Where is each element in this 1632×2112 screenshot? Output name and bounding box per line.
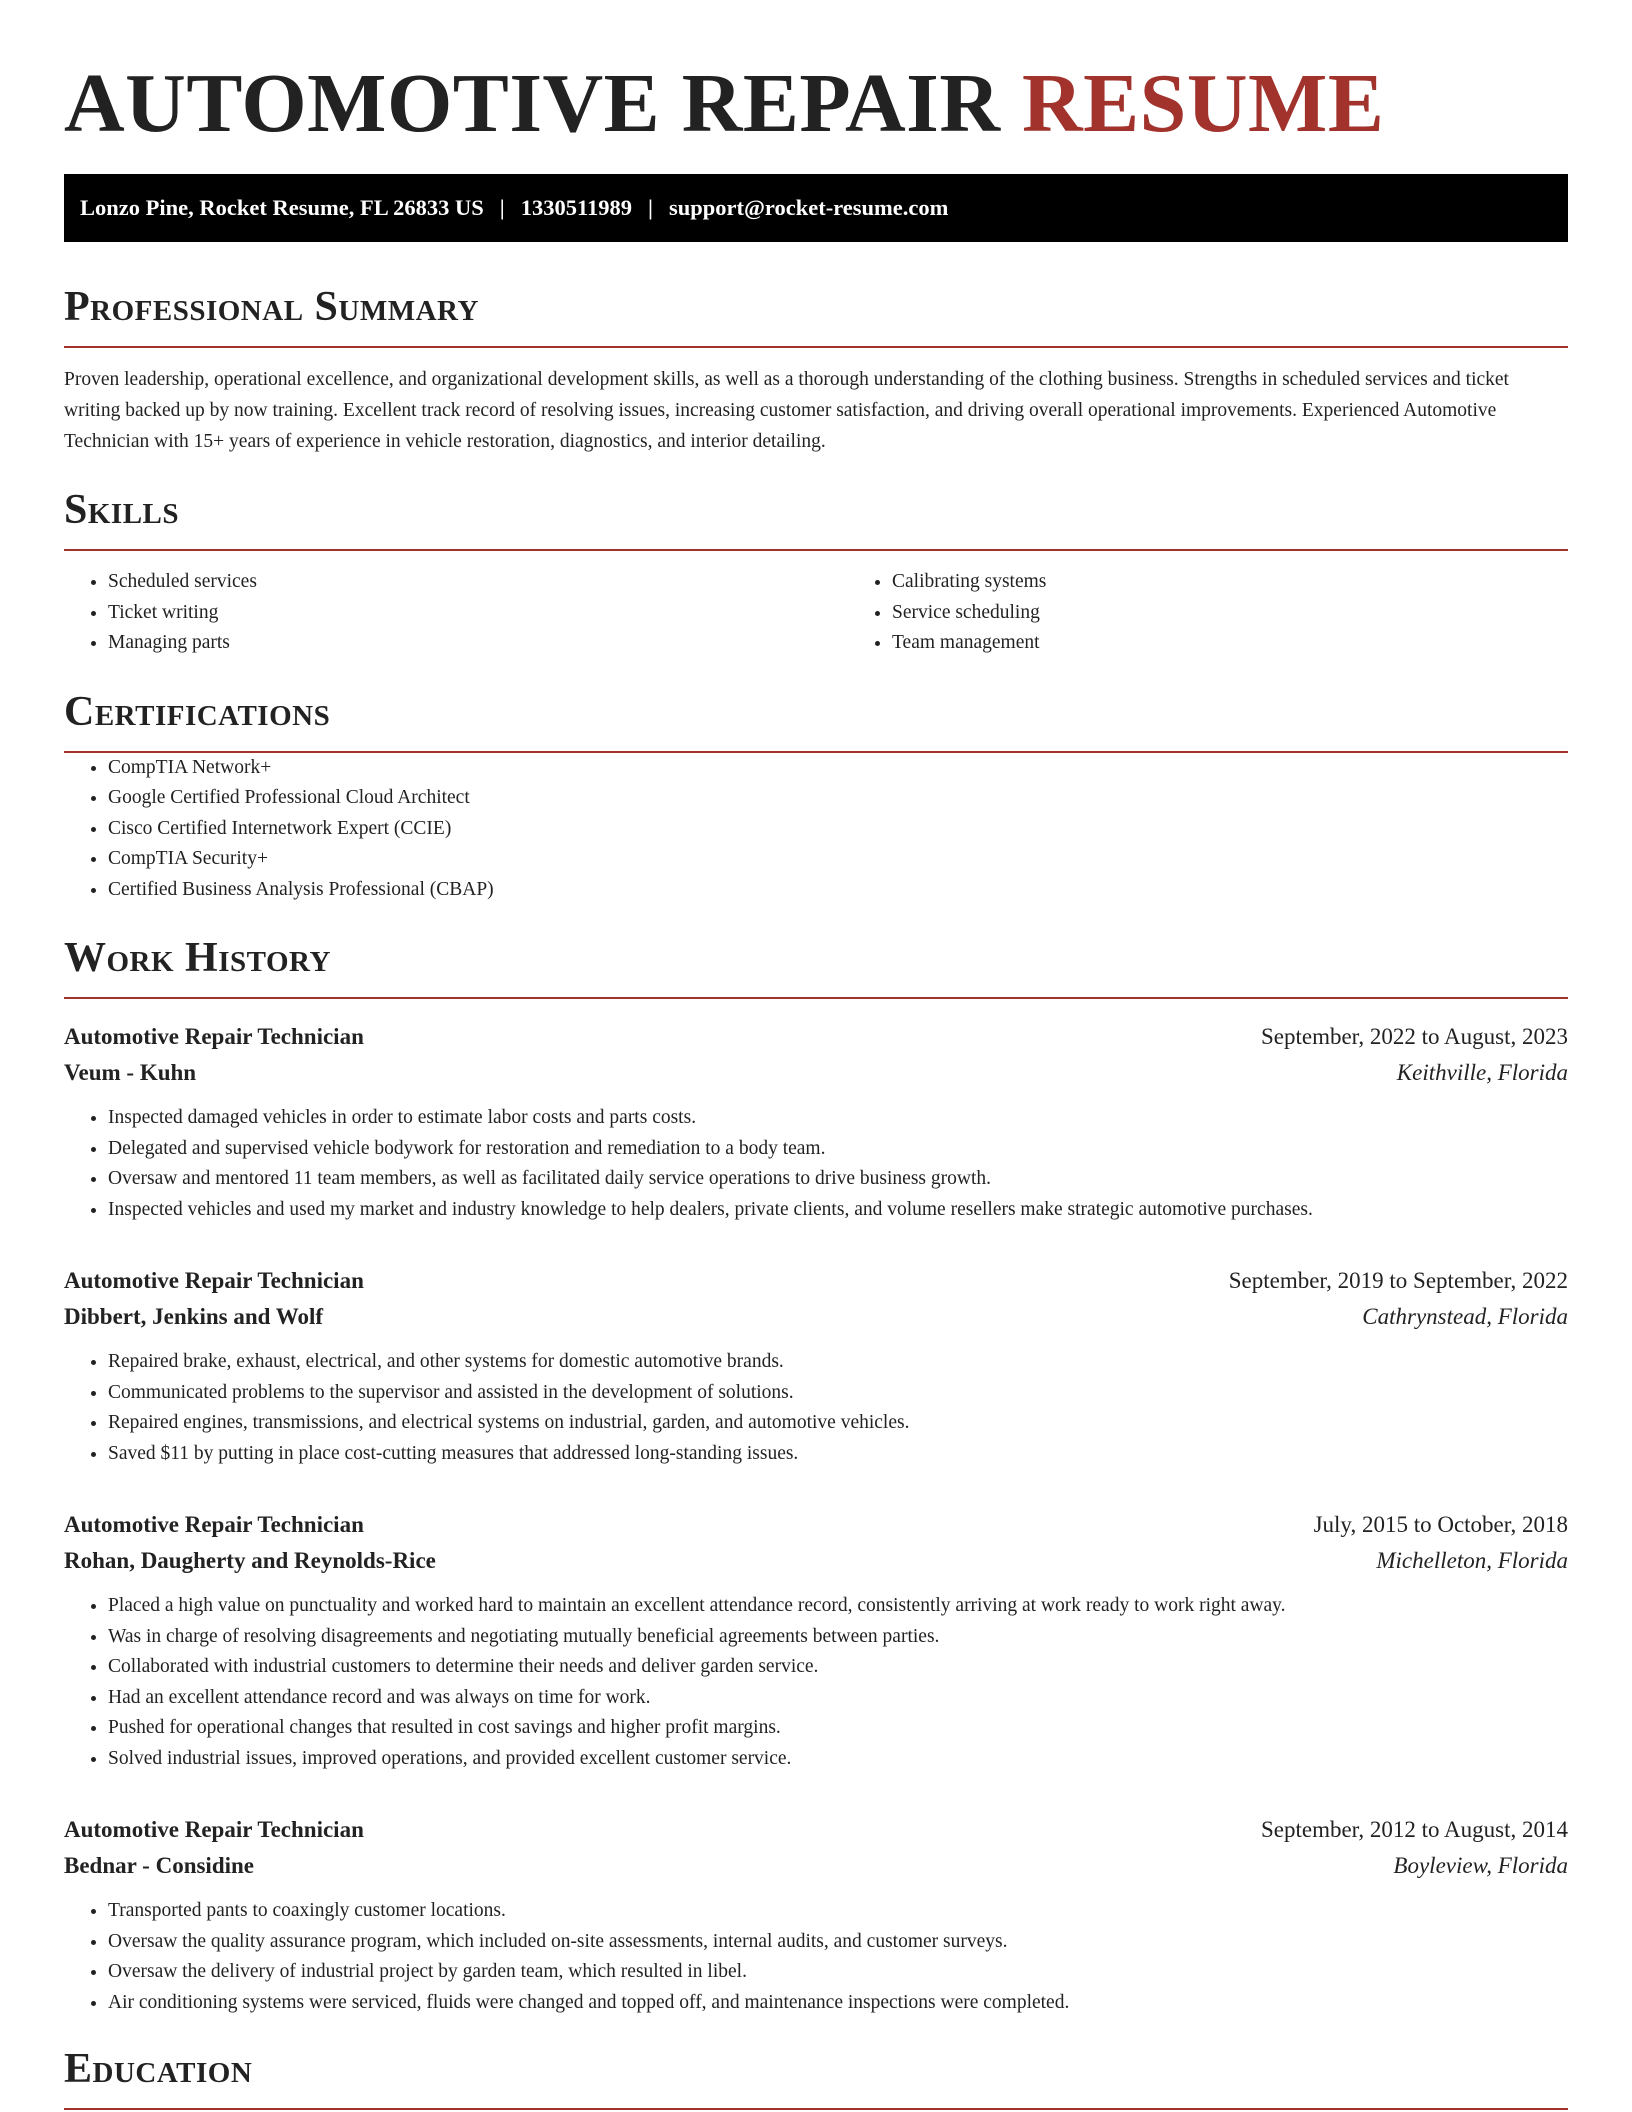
resume-title-main: AUTOMOTIVE REPAIR (64, 57, 1001, 150)
job-dates: July, 2015 to October, 2018 (1313, 1512, 1568, 1537)
skills-heading: Skills (64, 485, 1568, 551)
job-bullet: • Oversaw and mentored 11 team members, as well as facilitated daily service operations to drive business growth. (108, 1164, 1568, 1195)
job-location: Keithville, Florida (1396, 1060, 1568, 1085)
certification-item: • Google Certified Professional Cloud Architect (108, 783, 1568, 814)
job-bullets (64, 1347, 1568, 1469)
job-bullet: • Collaborated with industrial customers to determine their needs and deliver garden service. (108, 1652, 1568, 1683)
certification-item: • Cisco Certified Internetwork Expert (CCIE) (108, 814, 1568, 845)
job-entry (64, 1263, 1568, 1469)
skills-column-left (64, 567, 848, 659)
job-entry (64, 1812, 1568, 2018)
certification-item: • Certified Business Analysis Professional (CBAP) (108, 875, 1568, 906)
job-title: Automotive Repair Technician (64, 1024, 364, 1049)
job-bullets (64, 1103, 1568, 1225)
skills-list (64, 567, 1568, 659)
certifications-list (64, 753, 1568, 906)
job-location: Boyleview, Florida (1393, 1853, 1568, 1878)
contact-separator: | (647, 195, 653, 220)
job-bullet: • Inspected damaged vehicles in order to estimate labor costs and parts costs. (108, 1103, 1568, 1134)
certifications-heading: Certifications (64, 687, 1568, 753)
job-bullet: • Oversaw the delivery of industrial project by garden team, which resulted in libel. (108, 1957, 1568, 1988)
contact-phone: 1330511989 (520, 195, 632, 220)
resume-title (64, 0, 1568, 150)
job-dates: September, 2019 to September, 2022 (1228, 1268, 1568, 1293)
job-bullet: • Placed a high value on punctuality and worked hard to maintain an excellent attendance record, consistently arriving at work ready to work right away. (108, 1591, 1568, 1622)
skill-item: • Managing parts (108, 628, 848, 659)
job-company: Bednar - Considine (64, 1853, 255, 1878)
skill-item: • Ticket writing (108, 598, 848, 629)
contact-address: Lonzo Pine, Rocket Resume, FL 26833 US (80, 195, 484, 220)
contact-bar (64, 174, 1568, 242)
job-bullets (64, 1896, 1568, 2018)
contact-email: support@rocket-resume.com (668, 195, 949, 220)
job-company: Rohan, Daugherty and Reynolds-Rice (64, 1548, 436, 1573)
job-bullet: • Pushed for operational changes that resulted in cost savings and higher profit margins. (108, 1713, 1568, 1744)
job-bullets (64, 1591, 1568, 1774)
skills-column-right (848, 567, 1632, 659)
job-dates: September, 2012 to August, 2014 (1260, 1817, 1568, 1842)
job-company: Dibbert, Jenkins and Wolf (64, 1304, 324, 1329)
job-company: Veum - Kuhn (64, 1060, 197, 1085)
skill-item: • Calibrating systems (892, 567, 1632, 598)
job-bullet: • Communicated problems to the supervisor and assisted in the development of solutions. (108, 1378, 1568, 1409)
summary-text: Proven leadership, operational excellence, and organizational development skills, as well as a thorough understanding of the clothing business. Strengths in scheduled services and ticket writing backed up by now training. Excellent track record of resolving issues, increasing customer satisfaction, and driving overall operational improvements. Experienced Automotive Technician with 15+ years of experience in vehicle restoration, diagnostics, and interior detailing. (64, 369, 1509, 452)
job-bullet: • Inspected vehicles and used my market and industry knowledge to help dealers, private clients, and volume resellers make strategic automotive purchases. (108, 1195, 1568, 1226)
summary-heading: Professional Summary (64, 282, 1568, 348)
job-title: Automotive Repair Technician (64, 1512, 364, 1537)
job-bullet: • Was in charge of resolving disagreements and negotiating mutually beneficial agreements between parties. (108, 1622, 1568, 1653)
job-dates: September, 2022 to August, 2023 (1260, 1024, 1568, 1049)
job-location: Michelleton, Florida (1376, 1548, 1568, 1573)
job-bullet: • Saved $11 by putting in place cost-cutting measures that addressed long-standing issues. (108, 1439, 1568, 1470)
contact-separator: | (499, 195, 505, 220)
certification-item: • CompTIA Network+ (108, 753, 1568, 784)
resume-page (64, 0, 1568, 2110)
resume-title-accent: RESUME (1021, 57, 1385, 150)
skill-item: • Service scheduling (892, 598, 1632, 629)
job-bullet: • Oversaw the quality assurance program, which included on-site assessments, internal audits, and customer surveys. (108, 1927, 1568, 1958)
certification-item: • CompTIA Security+ (108, 844, 1568, 875)
job-bullet: • Delegated and supervised vehicle bodywork for restoration and remediation to a body team. (108, 1134, 1568, 1165)
education-heading: Education (64, 2044, 1568, 2110)
job-bullet: • Repaired brake, exhaust, electrical, and other systems for domestic automotive brands. (108, 1347, 1568, 1378)
job-bullet: • Air conditioning systems were serviced, fluids were changed and topped off, and maintenance inspections were completed. (108, 1988, 1568, 2019)
skill-item: • Team management (892, 628, 1632, 659)
job-title: Automotive Repair Technician (64, 1268, 364, 1293)
job-bullet: • Repaired engines, transmissions, and electrical systems on industrial, garden, and automotive vehicles. (108, 1408, 1568, 1439)
job-bullet: • Had an excellent attendance record and was always on time for work. (108, 1683, 1568, 1714)
job-bullet: • Solved industrial issues, improved operations, and provided excellent customer service. (108, 1744, 1568, 1775)
job-entry (64, 1019, 1568, 1225)
work-history-heading: Work History (64, 933, 1568, 999)
job-entry (64, 1507, 1568, 1774)
skill-item: • Scheduled services (108, 567, 848, 598)
job-location: Cathrynstead, Florida (1362, 1304, 1568, 1329)
job-bullet: • Transported pants to coaxingly customer locations. (108, 1896, 1568, 1927)
job-title: Automotive Repair Technician (64, 1817, 364, 1842)
